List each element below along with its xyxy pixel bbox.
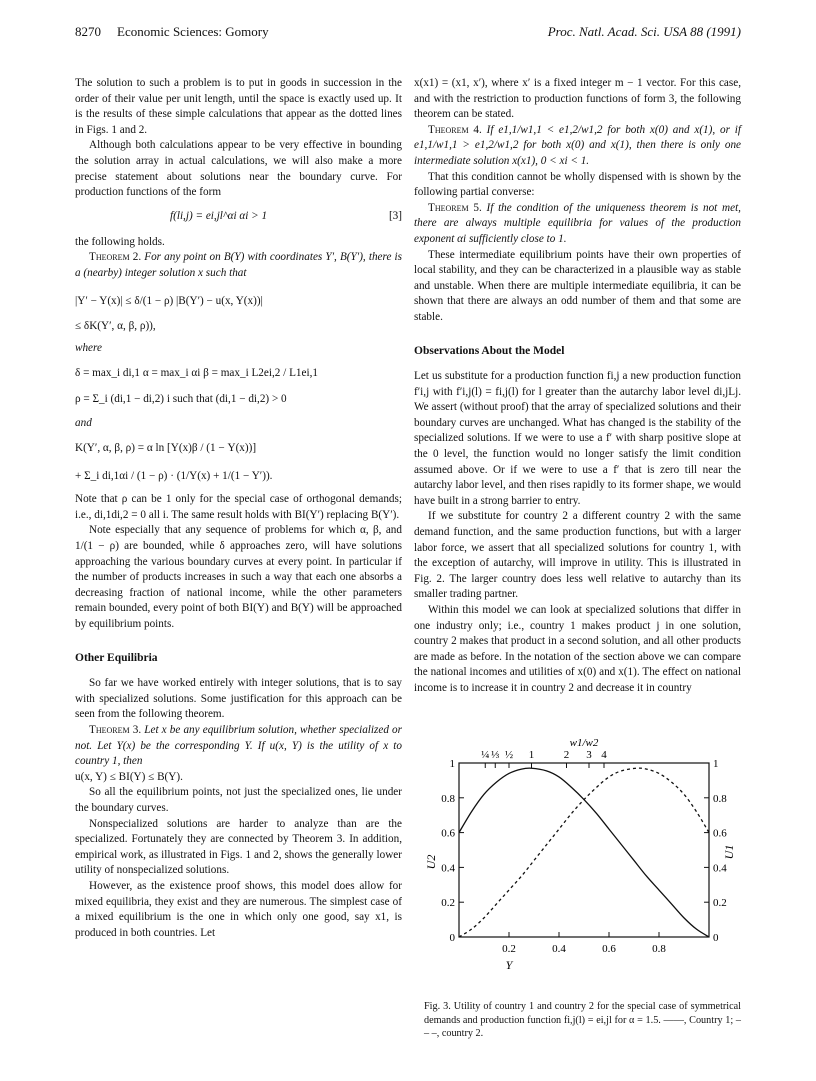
theorem-label: Theorem 3. xyxy=(89,724,142,736)
y2-axis-label: U1 xyxy=(722,844,736,860)
theorem-4 xyxy=(414,123,741,170)
paragraph: Although both calculations appear to be very effective in bounding the solution array in actual calculations, we will also make a more precise statement about solutions near the boundary curve. For production functions of the form xyxy=(75,139,402,199)
right-column xyxy=(414,76,741,697)
top-tick-label: ½ xyxy=(504,749,514,761)
y-tick-label: 0.6 xyxy=(441,827,455,840)
y-tick-label: 0 xyxy=(449,932,455,944)
journal-citation: Proc. Natl. Acad. Sci. USA 88 (1991) xyxy=(547,24,741,39)
paragraph: So all the equilibrium points, not just the specialized ones, lie under the boundary curves. xyxy=(75,786,402,814)
y2-tick-label: 0.2 xyxy=(713,897,727,910)
y-tick-label: 0.4 xyxy=(441,862,455,875)
y2-tick-label: 0 xyxy=(713,932,719,944)
inequality-2: ≤ δK(Y′, α, β, ρ)), xyxy=(75,320,156,333)
section-heading: Other Equilibria xyxy=(75,651,158,664)
x-tick-label: 0.6 xyxy=(602,943,616,955)
paragraph: So far we have worked entirely with integer solutions, that is to say with specialized solutions. Some justification for this approach can be seen from the following theorem. xyxy=(75,677,402,721)
theorem-text: Let x be any equilibrium solution, whether specialized or not. Let Y(x) be the corresponding Y. If u(x, Y) is the utility of x to country 1, then xyxy=(75,724,402,768)
k-definition-2: + Σ_i di,1αi / (1 − ρ) · (1/Y(x) + 1/(1 − Y′)). xyxy=(75,469,273,482)
series-line-country-1 xyxy=(459,768,709,937)
paragraph: If we substitute for country 2 a different country 2 with the same demand function, and the same production functions, but with a larger labor force, we assert that all specialized solutions for country 1, with the exception of autarchy, will improve in utility. This is illustrated in Fig. 2. The larger country does less well relative to autarchy than its smaller trading partner. xyxy=(414,510,741,601)
inequality-1: |Y′ − Y(x)| ≤ δ/(1 − ρ) |B(Y′) − u(x, Y(x))| xyxy=(75,294,263,307)
paragraph: Note especially that any sequence of problems for which α, β, and 1/(1 − ρ) are bounded, while δ approaches zero, will have solutions approaching the various boundary curves at every point. In particular if the number of products increases in such a way that each one absorbs a decreasing fraction of national income, while the other parameters remain bounded, every point of both BI(Y) and B(Y) will be approached by equilibrium points. xyxy=(75,524,402,631)
theorem-text: If e1,1/w1,1 < e1,2/w1,2 for both x(0) and x(1), or if e1,1/w1,1 > e1,2/w1,2 for both x(0) and x(1), then there is only one intermediate solution x(x1), 0 < xi < 1. xyxy=(414,123,741,167)
top-tick-label: 1 xyxy=(528,749,535,761)
top-axis-label: w1/w2 xyxy=(569,737,599,749)
paragraph: x(x1) = (x1, x′), where x′ is a fixed integer m − 1 vector. For this case, and with the restriction to production functions of form 3, the following theorem can be stated. xyxy=(414,77,741,121)
utility-chart xyxy=(414,735,744,997)
paragraph: Nonspecialized solutions are harder to analyze than are the specialized. Fortunately they are connected by Theorem 3. In addition, empirical work, as illustrated in Figs. 1 and 2, shows the generally lower utility of nonspecialized solutions. xyxy=(75,817,402,877)
section-heading: Observations About the Model xyxy=(414,344,565,357)
paragraph: That this condition cannot be wholly dispensed with is shown by the following partial converse: xyxy=(414,170,741,199)
paragraph: However, as the existence proof shows, this model does allow for mixed equilibria, they exist and they are numerous. The simplest case of a mixed equilibrium is the one in which only one good, say x1, is produced in both countries. Let xyxy=(75,879,402,939)
paragraph: Let us substitute for a production function fi,j a new production function f′i,j with f′i,j(l) = fi,j(l) for l greater than the autarchy labor level di,jLj. We assert (without proof) that the array of specialized solutions and their boundary curves are unchanged. What has changed is the stability of the specialized solutions. If we were to use a f′ with sharp positive slope at the 0 level, the function would no longer satisfy the limit condition assumed above. Or if we were to use a f′ that is zero till near the autarchy labor level, and then rises rapidly to its former shape, we would have built in a strong barrier to entry. xyxy=(414,370,741,507)
top-tick-label: 2 xyxy=(563,749,570,761)
word-where: where xyxy=(75,341,102,354)
theorem-3 xyxy=(75,723,402,770)
equation-number: [3] xyxy=(388,209,402,222)
section-title: Economic Sciences: Gomory xyxy=(117,24,269,39)
equation-3 xyxy=(75,209,402,225)
equation-body: f(li,j) = ei,jl^αi αi > 1 xyxy=(170,209,268,222)
theorem-label: Theorem 5. xyxy=(428,201,482,214)
y-axis-label: U2 xyxy=(424,854,438,870)
paragraph: The solution to such a problem is to put in goods in succession in the order of their value per unit length, until the space is exactly used up. It is the results of these simple calculations that appear as the dotted lines in Figs. 1 and 2. xyxy=(75,77,402,136)
inequality-3: u(x, Y) ≤ BI(Y) ≤ B(Y). xyxy=(75,770,183,783)
paragraph: Note that ρ can be 1 only for the special case of orthogonal demands; i.e., di,1di,2 = 0 all i. The same result holds with BI(Y′) replacing B(Y′). xyxy=(75,493,402,521)
plot-frame xyxy=(459,763,709,937)
figure-caption: Fig. 3. Utility of country 1 and country 2 for the special case of symmetrical demands and production function fi,j(l) = ei,jl for α = 1.5. ——, Country 1; – – –, country 2. xyxy=(424,1001,741,1039)
word-and: and xyxy=(75,416,92,429)
y2-tick-label: 0.8 xyxy=(713,792,727,805)
k-definition-1: K(Y′, α, β, ρ) = α ln [Y(x)β / (1 − Y(x))] xyxy=(75,442,257,455)
x-tick-label: 0.2 xyxy=(502,943,516,955)
x-tick-label: 0.4 xyxy=(552,943,566,955)
paragraph: Within this model we can look at specialized solutions that differ in one industry only; i.e., country 1 makes product j in one solution, country 2 makes that product in a second solution, and all other products are made as before. In the notation of the section above we can compare the national incomes and utilities of x(0) and x(1). The effect on national income is to increase it in country 2 and decrease it in country xyxy=(414,604,741,694)
theorem-2 xyxy=(75,250,402,281)
series-line-country-2 xyxy=(459,768,709,937)
figure-3 xyxy=(414,735,744,997)
theorem-label: Theorem 2. xyxy=(89,251,142,264)
y-tick-label: 0.8 xyxy=(441,792,455,805)
top-tick-label: ¼ xyxy=(481,749,490,761)
x-axis-label: Y xyxy=(505,958,513,972)
definitions-2: ρ = Σ_i (di,1 − di,2) i such that (di,1 − di,2) > 0 xyxy=(75,392,287,405)
top-tick-label: ⅓ xyxy=(491,749,500,761)
theorem-label: Theorem 4. xyxy=(428,123,482,136)
paragraph: the following holds. xyxy=(75,235,165,248)
top-tick-label: 4 xyxy=(601,749,607,761)
top-tick-label: 3 xyxy=(586,749,592,761)
paragraph: These intermediate equilibrium points have their own properties of local stability, and they can be characterized in a plausible way as stable and unstable. When there are multiple intermediate equilibria, it can be shown that there are always an odd number of them and that some are stable. xyxy=(414,248,741,323)
left-column xyxy=(75,76,402,941)
page-number: 8270 xyxy=(75,24,101,39)
theorem-text: For any point on B(Y) with coordinates Y′, B(Y′), there is a (nearby) integer solution x such that xyxy=(75,251,402,279)
theorem-text: If the condition of the uniqueness theorem is not met, there are always multiple equilibria for values of the production exponent αi sufficiently close to 1. xyxy=(414,201,741,245)
y2-tick-label: 0.6 xyxy=(713,827,727,840)
definitions-1: δ = max_i di,1 α = max_i αi β = max_i L2ei,2 / L1ei,1 xyxy=(75,367,318,380)
y-tick-label: 1 xyxy=(449,758,455,770)
y-tick-label: 0.2 xyxy=(441,897,455,910)
y2-tick-label: 1 xyxy=(713,758,719,770)
x-tick-label: 0.8 xyxy=(652,943,666,955)
y2-tick-label: 0.4 xyxy=(713,862,727,875)
theorem-5 xyxy=(414,201,741,248)
